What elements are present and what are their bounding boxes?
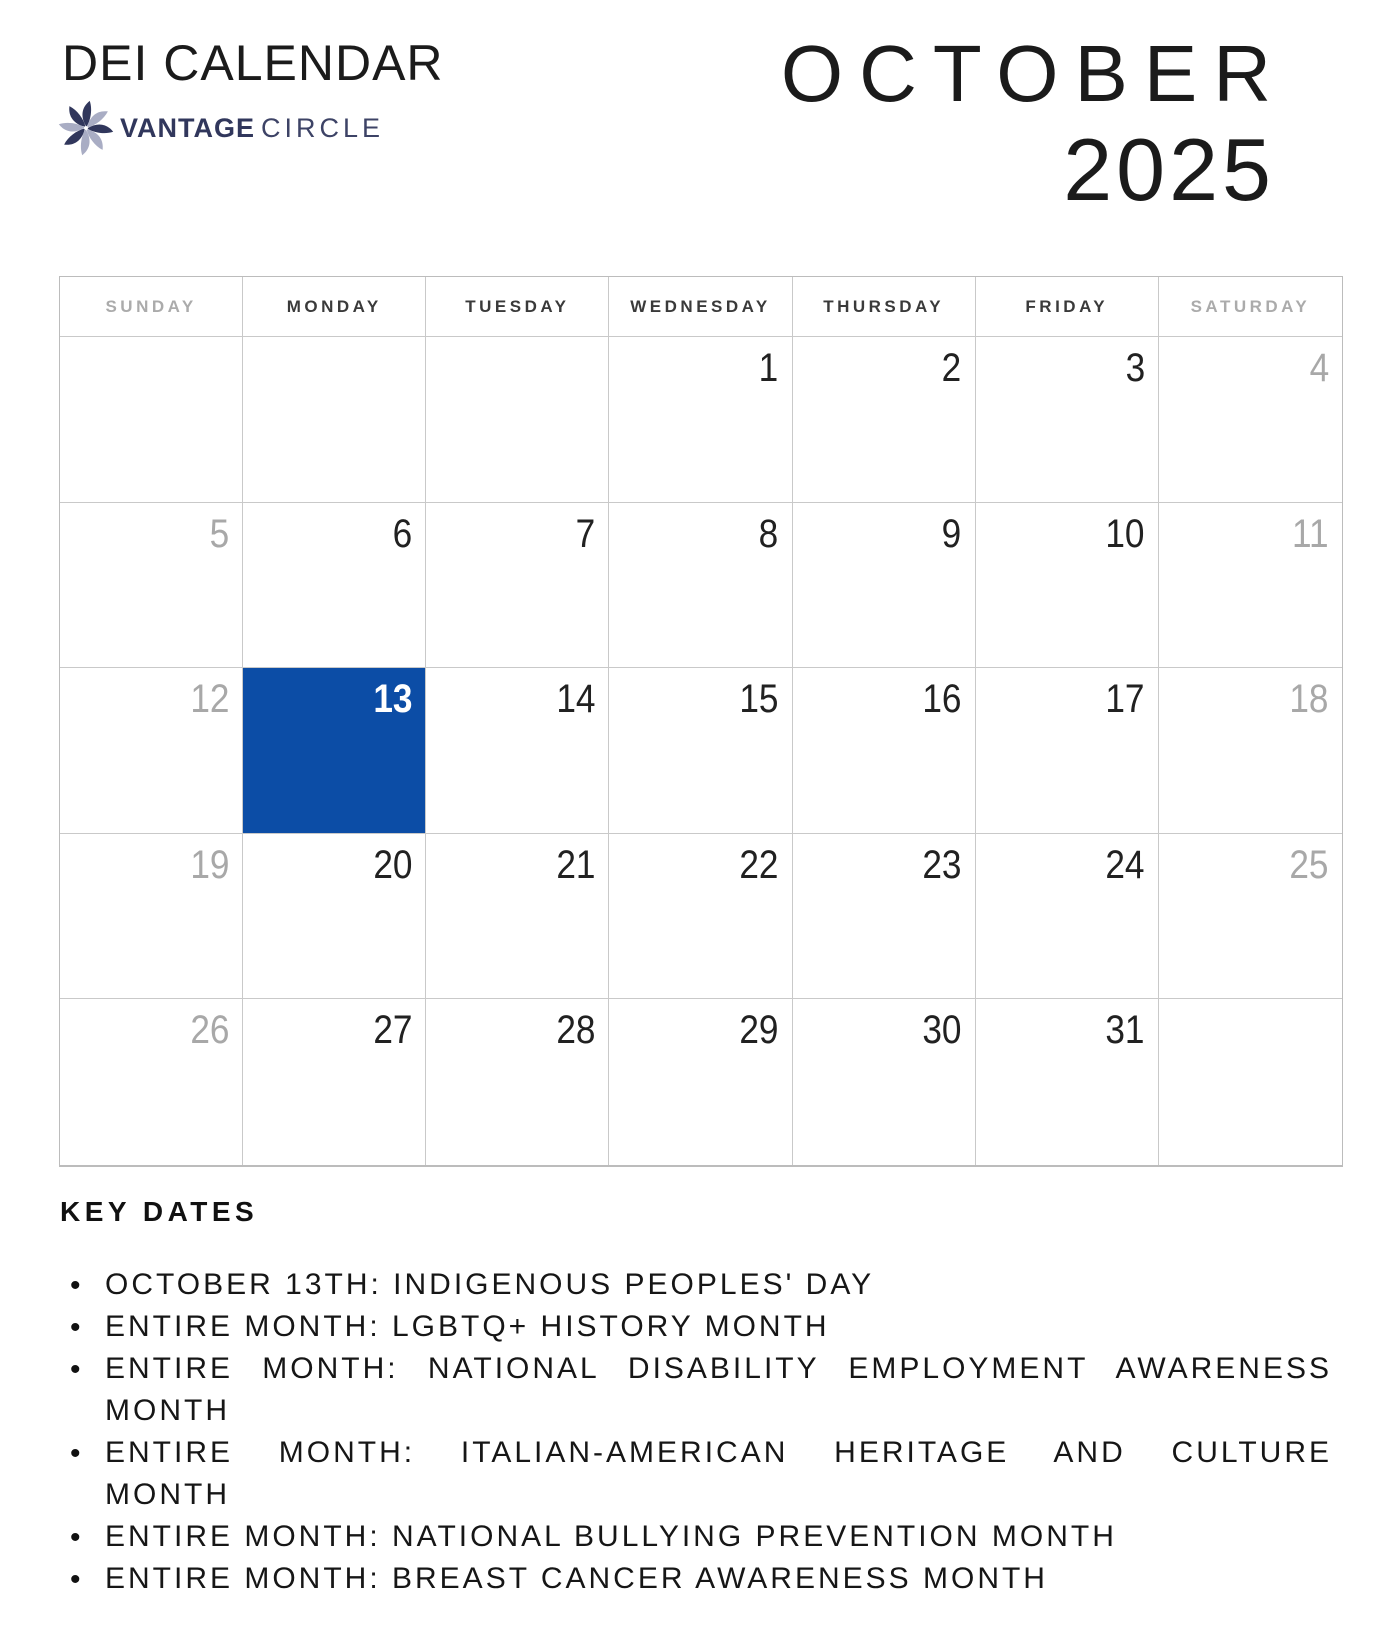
bullet-icon: • <box>70 1521 81 1554</box>
calendar-day-cell <box>793 834 976 1000</box>
day-header-friday: FRIDAY <box>976 277 1159 337</box>
calendar-day-cell <box>1159 503 1342 669</box>
calendar-day-cell <box>426 503 609 669</box>
calendar-day-cell <box>793 999 976 1165</box>
day-number: 12 <box>189 677 230 722</box>
key-date-text: ENTIRE MONTH: ITALIAN-AMERICAN HERITAGE AND CULTURE <box>105 1436 1332 1469</box>
calendar-day-cell <box>793 668 976 834</box>
calendar-day-cell <box>609 834 792 1000</box>
day-number: 21 <box>556 842 596 887</box>
day-number: 3 <box>1125 346 1145 390</box>
day-number: 13 <box>373 677 413 722</box>
key-date-text: ENTIRE MONTH: LGBTQ+ HISTORY MONTH <box>105 1310 830 1343</box>
calendar-day-cell <box>609 668 792 834</box>
bullet-icon: • <box>70 1311 81 1344</box>
day-number: 11 <box>1292 511 1329 556</box>
day-header-saturday: SATURDAY <box>1159 277 1342 337</box>
day-number: 29 <box>739 1008 779 1053</box>
day-number: 30 <box>922 1008 962 1053</box>
day-number: 20 <box>373 842 413 887</box>
day-number: 26 <box>189 1008 230 1053</box>
calendar-day-cell <box>243 503 426 669</box>
calendar-day-cell <box>976 834 1159 1000</box>
calendar-grid <box>59 276 1343 1167</box>
month-title: OCTOBER <box>780 29 1287 118</box>
key-date-text: ENTIRE MONTH: BREAST CANCER AWARENESS MONTH <box>105 1562 1048 1595</box>
day-number: 19 <box>189 842 230 887</box>
calendar-day-cell <box>1159 834 1342 1000</box>
day-number: 18 <box>1289 677 1329 722</box>
pinwheel-logo-icon <box>56 98 116 158</box>
key-date-text: MONTH <box>105 1478 230 1511</box>
day-number: 15 <box>739 677 779 722</box>
calendar-day-cell <box>60 668 243 834</box>
day-header-thursday: THURSDAY <box>793 277 976 337</box>
calendar-day-cell <box>243 834 426 1000</box>
calendar-day-cell <box>609 337 792 503</box>
day-number: 4 <box>1309 346 1329 390</box>
key-date-item <box>60 1306 1332 1348</box>
day-number: 2 <box>942 346 962 390</box>
day-number: 27 <box>373 1008 413 1053</box>
calendar-day-cell <box>976 337 1159 503</box>
day-number: 10 <box>1105 511 1145 556</box>
day-number: 24 <box>1105 842 1145 887</box>
month-year-block <box>780 29 1287 219</box>
calendar-day-cell <box>243 999 426 1165</box>
key-dates-section <box>60 1196 1332 1600</box>
day-header-tuesday: TUESDAY <box>426 277 609 337</box>
day-number: 31 <box>1105 1008 1145 1053</box>
key-date-item <box>60 1348 1332 1432</box>
day-header-wednesday: WEDNESDAY <box>609 277 792 337</box>
day-header-sunday: SUNDAY <box>60 277 243 337</box>
key-date-item <box>60 1516 1332 1558</box>
calendar-day-cell <box>60 503 243 669</box>
calendar-day-cell <box>609 503 792 669</box>
calendar-day-cell <box>793 503 976 669</box>
key-date-text: MONTH <box>105 1394 230 1427</box>
brand-name-circle: CIRCLE <box>261 112 385 143</box>
bullet-icon: • <box>70 1269 81 1302</box>
calendar-day-cell <box>609 999 792 1165</box>
brand-name-vantage: VANTAGE <box>120 112 255 143</box>
calendar-day-cell <box>426 834 609 1000</box>
day-number: 7 <box>575 511 596 556</box>
day-number: 28 <box>556 1008 596 1053</box>
calendar-day-cell <box>426 668 609 834</box>
bullet-icon: • <box>70 1353 81 1386</box>
day-number: 23 <box>922 842 962 887</box>
calendar-day-cell <box>976 503 1159 669</box>
year-title: 2025 <box>1063 120 1275 219</box>
key-date-item <box>60 1432 1332 1516</box>
day-number: 17 <box>1105 677 1145 722</box>
calendar-day-cell <box>1159 668 1342 834</box>
day-number: 9 <box>942 511 962 556</box>
day-number: 14 <box>556 677 596 722</box>
day-number: 6 <box>392 511 413 556</box>
calendar-day-cell <box>243 337 426 503</box>
day-number: 25 <box>1289 842 1329 887</box>
key-dates-heading: KEY DATES <box>60 1196 259 1227</box>
key-date-text: OCTOBER 13TH: INDIGENOUS PEOPLES' DAY <box>105 1268 875 1301</box>
calendar-day-cell <box>426 999 609 1165</box>
calendar-day-cell <box>1159 337 1342 503</box>
key-date-text: ENTIRE MONTH: NATIONAL BULLYING PREVENTION MONTH <box>105 1520 1117 1553</box>
calendar-day-cell <box>1159 999 1342 1165</box>
page-title: DEI CALENDAR <box>62 35 444 91</box>
calendar-day-cell <box>426 337 609 503</box>
calendar-day-cell <box>793 337 976 503</box>
calendar-day-cell <box>976 668 1159 834</box>
brand-logo <box>56 98 384 158</box>
calendar-day-cell <box>60 834 243 1000</box>
day-number: 1 <box>758 346 779 390</box>
key-date-item <box>60 1558 1332 1600</box>
key-dates-list <box>60 1264 1332 1600</box>
day-number: 16 <box>922 677 962 722</box>
calendar-day-cell <box>976 999 1159 1165</box>
highlighted-day-cell <box>243 668 426 834</box>
calendar-day-cell <box>60 999 243 1165</box>
calendar-day-cell <box>60 337 243 503</box>
key-date-text: ENTIRE MONTH: NATIONAL DISABILITY EMPLOYMENT AWARENESS <box>105 1352 1332 1385</box>
key-date-item <box>60 1264 1332 1306</box>
day-number: 22 <box>739 842 779 887</box>
bullet-icon: • <box>70 1437 81 1470</box>
day-number: 5 <box>209 511 230 556</box>
day-number: 8 <box>758 511 779 556</box>
day-header-monday: MONDAY <box>243 277 426 337</box>
bullet-icon: • <box>70 1563 81 1596</box>
